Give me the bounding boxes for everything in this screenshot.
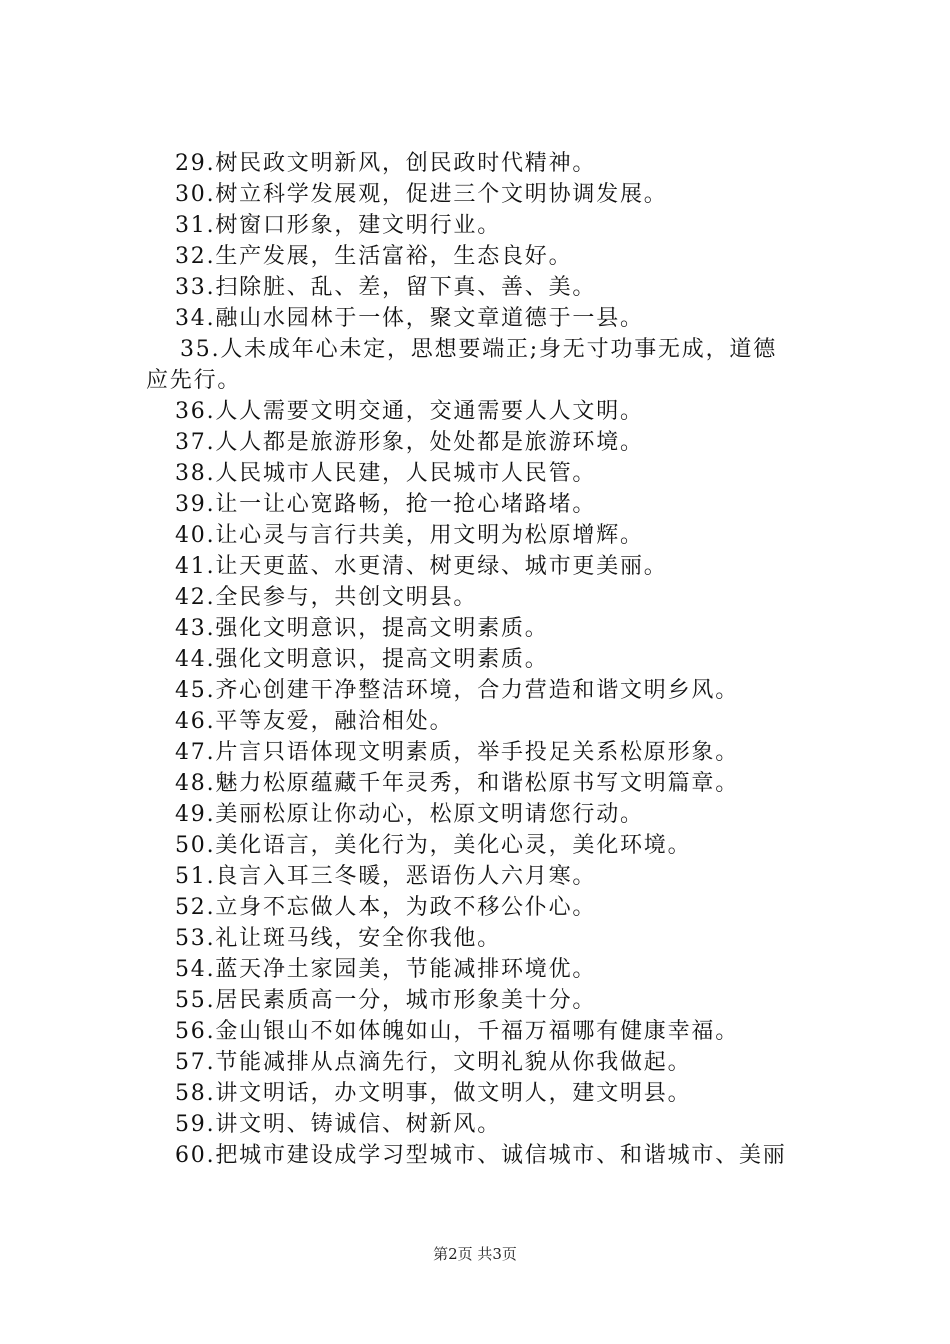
list-item: 29.树民政文明新风，创民政时代精神。: [175, 151, 597, 176]
list-item: 31.树窗口形象，建文明行业。: [175, 213, 501, 238]
list-item: 57.节能减排从点滴先行，文明礼貌从你我做起。: [175, 1050, 692, 1075]
list-item: 58.讲文明话，办文明事，做文明人，建文明县。: [175, 1081, 692, 1106]
list-item: 59.讲文明、铸诚信、树新风。: [175, 1112, 501, 1137]
list-item: 30.树立科学发展观，促进三个文明协调发展。: [175, 182, 668, 207]
list-item: 51.良言入耳三冬暖，恶语伤人六月寒。: [175, 864, 597, 889]
list-item: 42.全民参与，共创文明县。: [175, 585, 478, 610]
list-item: 49.美丽松原让你动心，松原文明请您行动。: [175, 802, 644, 827]
list-item: 36.人人需要文明交通，交通需要人人文明。: [175, 399, 644, 424]
list-item: 37.人人都是旅游形象，处处都是旅游环境。: [175, 430, 644, 455]
list-item: 45.齐心创建干净整洁环境，合力营造和谐文明乡风。: [175, 678, 739, 703]
list-item: 52.立身不忘做人本，为政不移公仆心。: [175, 895, 597, 920]
list-item: 32.生产发展，生活富裕，生态良好。: [175, 244, 573, 269]
list-item-continuation: 应先行。: [146, 368, 242, 393]
list-item: 40.让心灵与言行共美，用文明为松原增辉。: [175, 523, 644, 548]
list-item: 43.强化文明意识，提高文明素质。: [175, 616, 549, 641]
list-item: 39.让一让心宽路畅，抢一抢心堵路堵。: [175, 492, 597, 517]
page-footer: 第2页 共3页: [433, 1245, 517, 1263]
list-item: 35.人未成年心未定，思想要端正;身无寸功事无成，道德: [180, 337, 778, 362]
list-item: 47.片言只语体现文明素质，举手投足关系松原形象。: [175, 740, 739, 765]
list-item: 48.魅力松原蕴藏千年灵秀，和谐松原书写文明篇章。: [175, 771, 739, 796]
list-item: 55.居民素质高一分，城市形象美十分。: [175, 988, 597, 1013]
list-item: 44.强化文明意识，提高文明素质。: [175, 647, 549, 672]
list-item: 56.金山银山不如体魄如山，千福万福哪有健康幸福。: [175, 1019, 739, 1044]
list-item: 38.人民城市人民建，人民城市人民管。: [175, 461, 597, 486]
list-item: 34.融山水园林于一体，聚文章道德于一县。: [175, 306, 644, 331]
list-item: 46.平等友爱，融洽相处。: [175, 709, 454, 734]
list-item: 50.美化语言，美化行为，美化心灵，美化环境。: [175, 833, 692, 858]
list-item: 41.让天更蓝、水更清、树更绿、城市更美丽。: [175, 554, 668, 579]
list-item: 53.礼让斑马线，安全你我他。: [175, 926, 501, 951]
list-item: 33.扫除脏、乱、差，留下真、善、美。: [175, 275, 597, 300]
slogan-list: [118, 148, 838, 1171]
list-item: 60.把城市建设成学习型城市、诚信城市、和谐城市、美丽: [175, 1143, 787, 1168]
list-item: 54.蓝天净土家园美，节能减排环境优。: [175, 957, 597, 982]
